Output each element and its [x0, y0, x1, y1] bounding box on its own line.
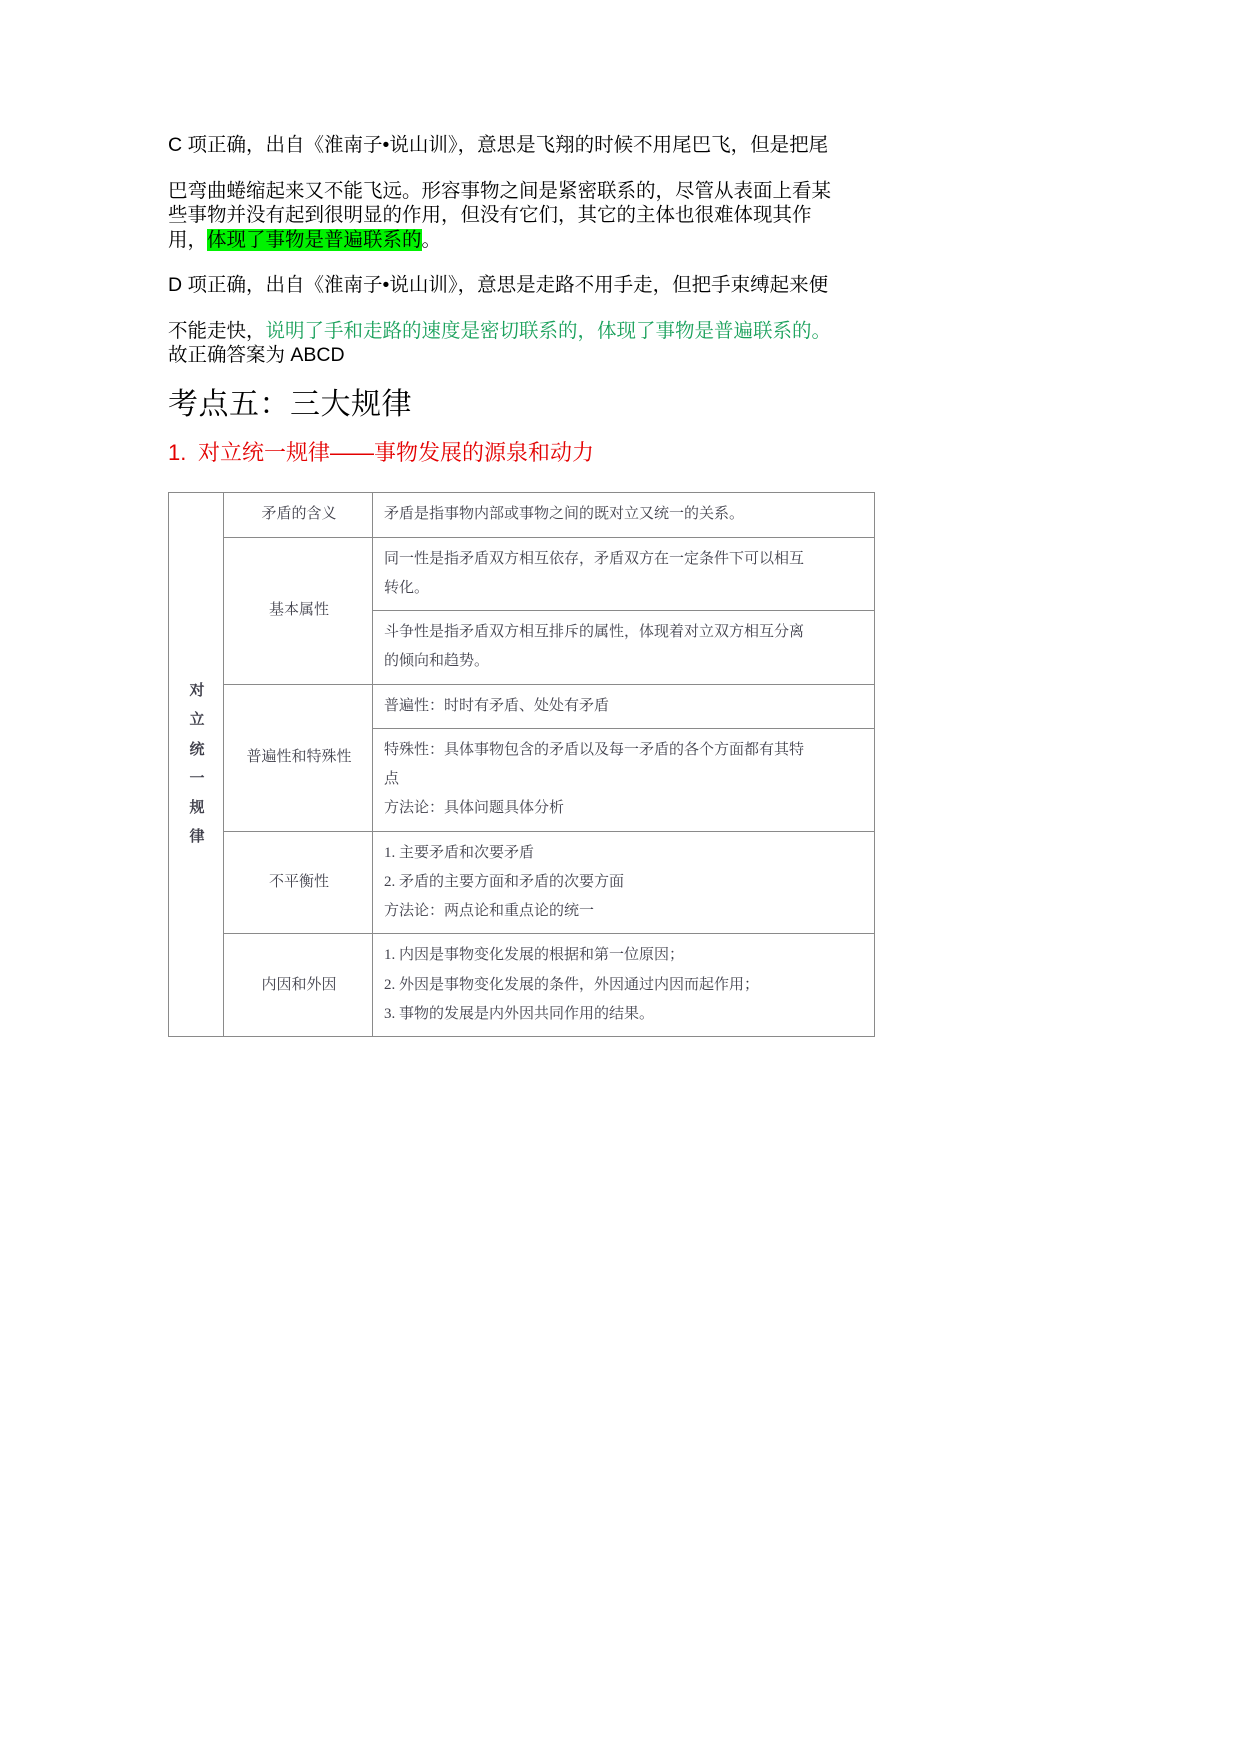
paragraph-option-d	[168, 276, 952, 366]
vertical-char: 统	[189, 741, 205, 758]
table-line: 点	[384, 771, 400, 788]
sub-heading-number: 1.	[168, 440, 187, 465]
table-line: 斗争性是指矛盾双方相互排斥的属性，体现着对立双方相互分离	[384, 624, 805, 641]
table-value-cell	[373, 934, 875, 1037]
paragraph-line	[168, 206, 952, 226]
table-vertical-label	[169, 493, 224, 1037]
table-row	[169, 537, 875, 611]
table-key-cell: 普遍性和特殊性	[224, 684, 373, 831]
table-line: 特殊性：具体事物包含的矛盾以及每一矛盾的各个方面都有其特	[384, 741, 805, 758]
sub-heading	[168, 440, 952, 466]
paragraph-line	[168, 179, 952, 202]
table-row	[169, 831, 875, 934]
table-row	[169, 934, 875, 1037]
sub-heading-text: 对立统一规律——事物发展的源泉和动力	[198, 440, 595, 465]
text-run: 。	[421, 228, 442, 251]
table-value-cell	[373, 728, 875, 831]
paragraph-line	[168, 276, 952, 296]
text-run: C 项正确，出自《淮南子•说山训》，意思是飞翔的时候不用尾巴飞，但是把尾	[168, 134, 829, 156]
table-row	[169, 493, 875, 537]
table-value-cell	[373, 611, 875, 685]
table-line: 1. 内因是事物变化发展的根据和第一位原因；	[384, 947, 685, 964]
table-key-cell: 不平衡性	[224, 831, 373, 934]
knowledge-table-wrap	[168, 492, 952, 1037]
paragraph-option-c	[168, 136, 952, 250]
text-run: 不能走快，	[168, 319, 266, 342]
vertical-char: 立	[189, 712, 205, 729]
table-value-cell	[373, 493, 875, 537]
section-heading: 考点五：三大规律	[168, 387, 412, 421]
text-run: 巴弯曲蜷缩起来又不能飞远。形容事物之间是紧密联系的，尽管从表面上看某	[168, 179, 832, 202]
table-key-cell: 内因和外因	[224, 934, 373, 1037]
table-key-cell: 矛盾的含义	[224, 493, 373, 537]
paragraph-line	[168, 228, 952, 251]
paragraph-line-answer	[168, 346, 952, 366]
paragraph-line	[168, 136, 952, 156]
table-line: 普遍性：时时有矛盾、处处有矛盾	[384, 697, 610, 714]
paragraph-line	[168, 319, 952, 342]
vertical-char: 规	[189, 800, 205, 817]
table-line: 矛盾是指事物内部或事物之间的既对立又统一的关系。	[384, 506, 745, 523]
highlighted-text: 体现了事物是普遍联系的	[207, 228, 422, 251]
table-line: 方法论：两点论和重点论的统一	[384, 903, 595, 920]
table-line: 1. 主要矛盾和次要矛盾	[384, 844, 535, 861]
vertical-char: 对	[189, 683, 205, 700]
table-line: 3. 事物的发展是内外因共同作用的结果。	[384, 1005, 655, 1022]
table-key-cell: 基本属性	[224, 537, 373, 684]
table-line: 2. 矛盾的主要方面和矛盾的次要方面	[384, 873, 625, 890]
vertical-char: 一	[189, 770, 205, 787]
table-value-cell	[373, 537, 875, 611]
vertical-char: 律	[189, 829, 205, 846]
green-text: 说明了手和走路的速度是密切联系的，体现了事物是普遍联系的。	[265, 319, 832, 342]
text-run: 些事物并没有起到很明显的作用，但没有它们，其它的主体也很难体现其作	[168, 204, 812, 226]
table-line: 转化。	[384, 579, 430, 596]
text-run: D 项正确，出自《淮南子•说山训》，意思是走路不用手走，但把手束缚起来便	[168, 274, 829, 296]
table-line: 方法论：具体问题具体分析	[384, 800, 565, 817]
text-run: 故正确答案为 ABCD	[168, 344, 345, 366]
table-value-cell	[373, 684, 875, 728]
table-value-cell	[373, 831, 875, 934]
knowledge-table	[168, 492, 875, 1037]
table-row	[169, 684, 875, 728]
page-content	[168, 136, 952, 1037]
table-line: 的倾向和趋势。	[384, 653, 490, 670]
table-line: 2. 外因是事物变化发展的条件，外因通过内因而起作用；	[384, 976, 760, 993]
text-run: 用，	[168, 228, 208, 251]
table-line: 同一性是指矛盾双方相互依存，矛盾双方在一定条件下可以相互	[384, 550, 805, 567]
